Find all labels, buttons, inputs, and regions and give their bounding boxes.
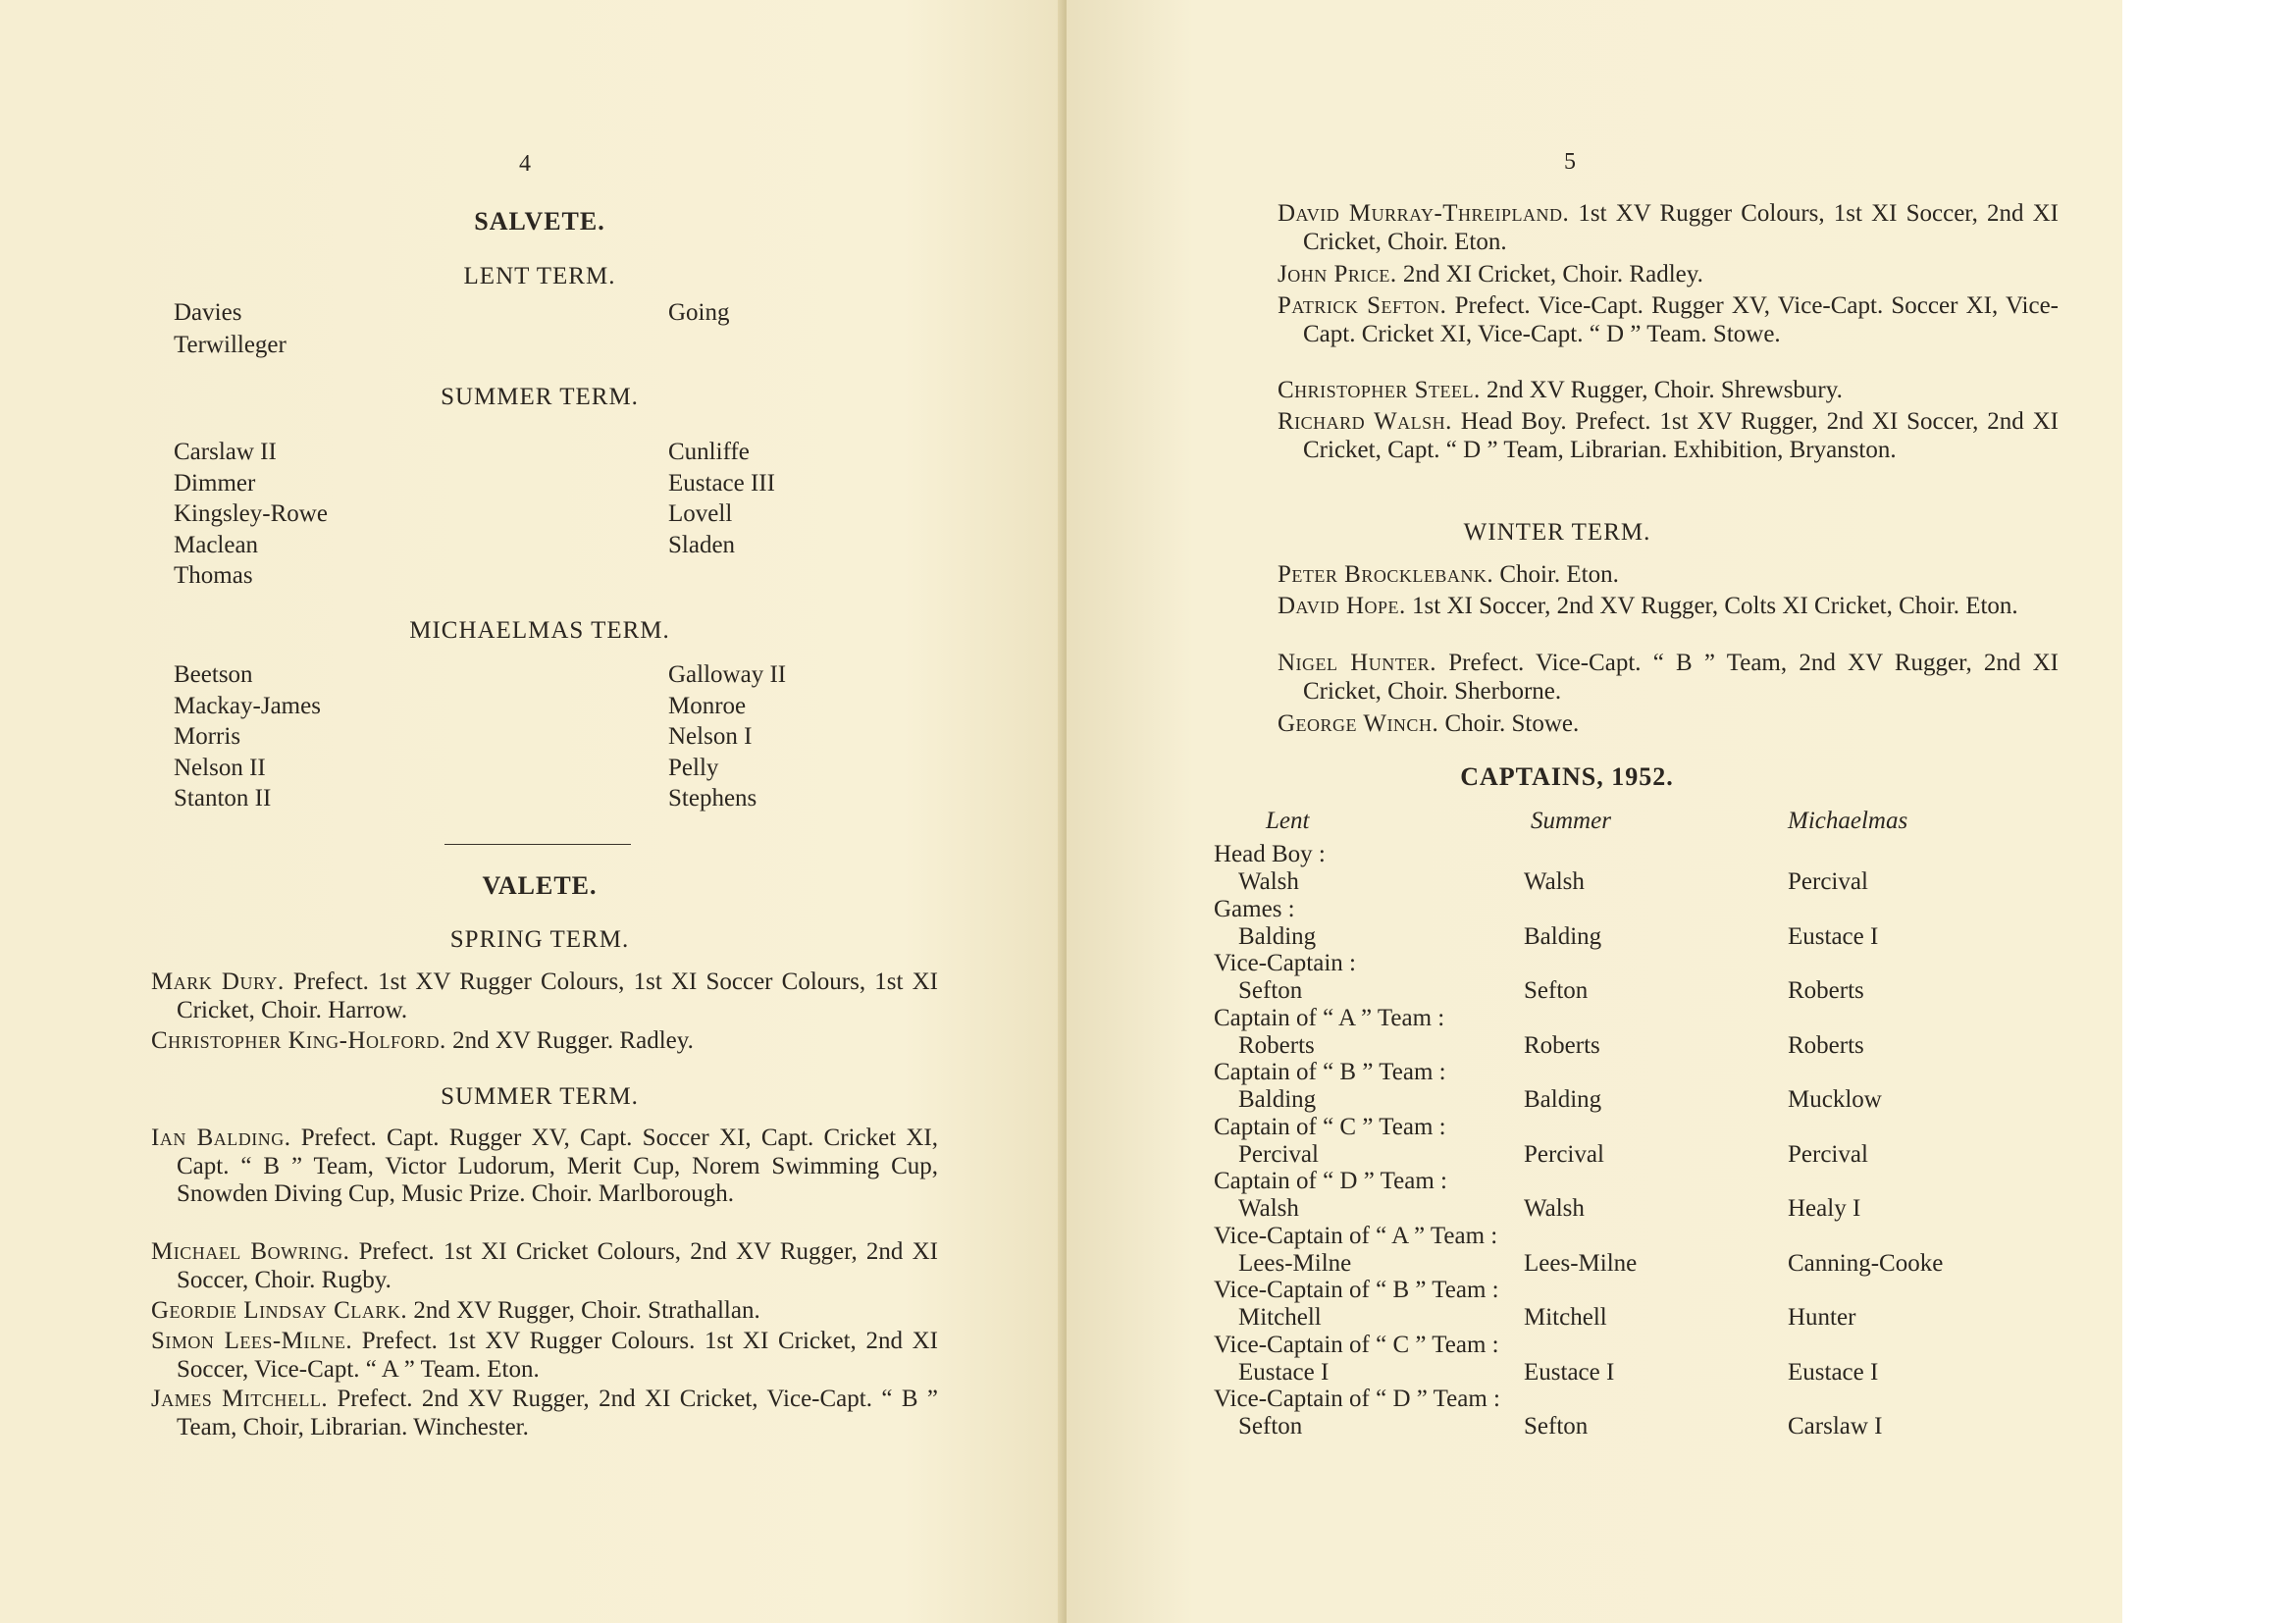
- salvete-lent-title: LENT TERM.: [463, 263, 616, 289]
- scan-margin: [2122, 0, 2296, 1623]
- leaver-entry: [151, 1027, 938, 1056]
- name-list-item: Stephens: [668, 785, 757, 812]
- column-header-michaelmas: Michaelmas: [1788, 808, 1908, 834]
- leaver-entry: [1278, 377, 2059, 405]
- captain-michaelmas: Eustace I: [1788, 922, 1879, 950]
- leaver-details: Choir. Stowe.: [1438, 710, 1580, 737]
- captain-michaelmas: Canning-Cooke: [1788, 1249, 1944, 1277]
- valete-summer-title: SUMMER TERM.: [441, 1083, 639, 1110]
- captain-role: Vice-Captain of “ B ” Team :: [1214, 1277, 1499, 1303]
- leaver-entry: [1278, 710, 2059, 739]
- leaver-entry: [151, 969, 938, 1024]
- leaver-name: David Hope.: [1278, 593, 1406, 619]
- leaver-details: Prefect. Capt. Rugger XV, Capt. Soccer XI, Capt. Cricket XI, Capt. “ B ” Team, Victor Ludorum, Merit Cup, Norem Swimming Cup, Snowden Diving Cup, Music Prize. Choir. Marlborough.: [177, 1125, 939, 1207]
- valete-spring-title: SPRING TERM.: [449, 926, 630, 953]
- captain-michaelmas: Roberts: [1788, 1031, 1864, 1059]
- salvete-michaelmas-title: MICHAELMAS TERM.: [409, 617, 670, 644]
- left-page: [0, 0, 1063, 1623]
- name-list-item: Morris: [174, 723, 241, 750]
- captain-summer: Balding: [1524, 1086, 1602, 1113]
- leaver-name: Mark Dury.: [151, 969, 285, 995]
- leaver-details: 1st XI Soccer, 2nd XV Rugger, Colts XI Cricket, Choir. Eton.: [1405, 593, 2018, 619]
- captain-role: Vice-Captain of “ D ” Team :: [1214, 1386, 1501, 1412]
- name-list-item: Sladen: [668, 531, 736, 558]
- captain-lent: Mitchell: [1238, 1304, 1322, 1331]
- page-number-right: 5: [1564, 149, 1576, 175]
- leaver-name: John Price.: [1278, 261, 1397, 288]
- leaver-name: Christopher Steel.: [1278, 377, 1481, 403]
- captain-role: Captain of “ B ” Team :: [1214, 1059, 1446, 1085]
- captain-role: Head Boy :: [1214, 841, 1326, 867]
- name-list-item: Pelly: [668, 754, 719, 781]
- leaver-entry: [1278, 561, 2059, 590]
- leaver-entry: [1278, 200, 2059, 256]
- leaver-details: 2nd XI Cricket, Choir. Radley.: [1396, 261, 1703, 288]
- captain-summer: Eustace I: [1524, 1358, 1615, 1386]
- name-list-item: Terwilleger: [174, 332, 287, 358]
- leaver-details: 2nd XV Rugger. Radley.: [445, 1027, 694, 1054]
- leaver-name: Christopher King-Holford.: [151, 1027, 446, 1054]
- captain-summer: Balding: [1524, 922, 1602, 950]
- name-list-item: Carslaw II: [174, 439, 277, 465]
- captain-michaelmas: Eustace I: [1788, 1358, 1879, 1386]
- captain-michaelmas: Percival: [1788, 1140, 1868, 1168]
- captain-summer: Lees-Milne: [1524, 1249, 1638, 1277]
- name-list-item: Galloway II: [668, 661, 787, 688]
- leaver-details: Head Boy. Prefect. 1st XV Rugger, 2nd XI Soccer, 2nd XI Cricket, Capt. “ D ” Team, Librarian. Exhibition, Bryanston.: [1303, 408, 2059, 463]
- name-list-item: Monroe: [668, 692, 747, 719]
- name-list-item: Mackay-James: [174, 692, 321, 719]
- name-list-item: Nelson II: [174, 754, 266, 781]
- captain-role: Vice-Captain of “ A ” Team :: [1214, 1222, 1498, 1249]
- leaver-details: Prefect. Vice-Capt. Rugger XV, Vice-Capt. Soccer XI, Vice-Capt. Cricket XI, Vice-Capt. “ D ” Team. Stowe.: [1303, 292, 2059, 347]
- winter-title: WINTER TERM.: [1463, 519, 1651, 546]
- leaver-name: Nigel Hunter.: [1278, 650, 1437, 676]
- leaver-details: Prefect. 2nd XV Rugger, 2nd XI Cricket, Vice-Capt. “ B ” Team, Choir, Librarian. Winchester.: [177, 1386, 938, 1440]
- captain-lent: Walsh: [1238, 1195, 1299, 1222]
- captain-lent: Percival: [1238, 1140, 1319, 1168]
- captain-summer: Sefton: [1524, 977, 1589, 1004]
- column-header-lent: Lent: [1266, 808, 1310, 834]
- leaver-name: Patrick Sefton.: [1278, 292, 1447, 319]
- leaver-entry: [151, 1238, 938, 1294]
- leaver-entry: [1278, 650, 2059, 706]
- section-divider: [444, 844, 631, 845]
- leaver-name: Geordie Lindsay Clark.: [151, 1297, 408, 1324]
- captain-summer: Walsh: [1524, 868, 1585, 895]
- captain-summer: Percival: [1524, 1140, 1604, 1168]
- leaver-name: Richard Walsh.: [1278, 408, 1452, 435]
- name-list-item: Going: [668, 299, 730, 326]
- captain-lent: Walsh: [1238, 868, 1299, 895]
- leaver-details: Prefect. 1st XV Rugger Colours. 1st XI Cricket, 2nd XI Soccer, Vice-Capt. “ A ” Team. Eton.: [177, 1328, 938, 1383]
- captain-lent: Balding: [1238, 922, 1317, 950]
- captain-lent: Roberts: [1238, 1031, 1315, 1059]
- captain-lent: Sefton: [1238, 1413, 1303, 1440]
- captain-summer: Sefton: [1524, 1413, 1589, 1440]
- leaver-entry: [1278, 261, 2059, 289]
- leaver-details: Prefect. 1st XI Cricket Colours, 2nd XV Rugger, 2nd XI Soccer, Choir. Rugby.: [177, 1238, 939, 1293]
- name-list-item: Eustace III: [668, 469, 775, 497]
- captain-michaelmas: Carslaw I: [1788, 1413, 1883, 1440]
- leaver-entry: [1278, 408, 2059, 464]
- leaver-name: David Murray-Threipland.: [1278, 200, 1570, 227]
- name-list-item: Cunliffe: [668, 439, 750, 465]
- leaver-entry: [151, 1386, 938, 1441]
- name-list-item: Kingsley-Rowe: [174, 500, 328, 527]
- leaver-name: Simon Lees-Milne.: [151, 1328, 353, 1354]
- captain-role: Captain of “ C ” Team :: [1214, 1113, 1446, 1140]
- leaver-details: Prefect. 1st XV Rugger Colours, 1st XI Soccer Colours, 1st XI Cricket, Choir. Harrow.: [177, 969, 938, 1023]
- name-list-item: Nelson I: [668, 723, 753, 750]
- name-list-item: Lovell: [668, 500, 733, 527]
- leaver-entry: [151, 1328, 938, 1384]
- name-list-item: Davies: [174, 299, 242, 326]
- captain-summer: Roberts: [1524, 1031, 1600, 1059]
- captain-lent: Eustace I: [1238, 1358, 1330, 1386]
- captain-lent: Lees-Milne: [1238, 1249, 1352, 1277]
- captain-role: Captain of “ A ” Team :: [1214, 1004, 1445, 1031]
- leaver-name: James Mitchell.: [151, 1386, 329, 1412]
- captain-role: Vice-Captain :: [1214, 950, 1356, 976]
- name-list-item: Stanton II: [174, 785, 272, 812]
- column-header-summer: Summer: [1531, 808, 1611, 834]
- leaver-entry: [151, 1297, 938, 1326]
- leaver-name: Peter Brocklebank.: [1278, 561, 1494, 588]
- captain-summer: Walsh: [1524, 1195, 1585, 1222]
- leaver-details: Prefect. Vice-Capt. “ B ” Team, 2nd XV Rugger, 2nd XI Cricket, Choir. Sherborne.: [1303, 650, 2060, 705]
- name-list-item: Thomas: [174, 562, 253, 589]
- captain-role: Captain of “ D ” Team :: [1214, 1168, 1447, 1194]
- captain-role: Vice-Captain of “ C ” Team :: [1214, 1331, 1499, 1358]
- salvete-heading: SALVETE.: [474, 207, 605, 236]
- name-list-item: Maclean: [174, 531, 259, 558]
- leaver-entry: [151, 1125, 938, 1209]
- captain-michaelmas: Healy I: [1788, 1195, 1861, 1222]
- valete-heading: VALETE.: [482, 871, 598, 900]
- captain-role: Games :: [1214, 895, 1295, 922]
- leaver-details: 2nd XV Rugger, Choir. Strathallan.: [407, 1297, 760, 1324]
- leaver-entry: [1278, 292, 2059, 348]
- leaver-name: Michael Bowring.: [151, 1238, 350, 1265]
- leaver-details: 1st XV Rugger Colours, 1st XI Soccer, 2nd XI Cricket, Choir. Eton.: [1303, 200, 2060, 255]
- captain-michaelmas: Hunter: [1788, 1304, 1856, 1331]
- salvete-summer-title: SUMMER TERM.: [441, 384, 639, 410]
- captain-summer: Mitchell: [1524, 1304, 1607, 1331]
- captain-michaelmas: Roberts: [1788, 977, 1864, 1004]
- captain-lent: Balding: [1238, 1086, 1317, 1113]
- captain-michaelmas: Mucklow: [1788, 1086, 1882, 1113]
- leaver-entry: [1278, 593, 2059, 621]
- leaver-name: Ian Balding.: [151, 1125, 291, 1151]
- page-number-left: 4: [519, 151, 531, 177]
- name-list-item: Dimmer: [174, 469, 256, 497]
- leaver-details: Choir. Eton.: [1493, 561, 1619, 588]
- right-page: [1067, 0, 2122, 1623]
- leaver-name: George Winch.: [1278, 710, 1439, 737]
- leaver-details: 2nd XV Rugger, Choir. Shrewsbury.: [1480, 377, 1843, 403]
- name-list-item: Beetson: [174, 661, 253, 688]
- captain-michaelmas: Percival: [1788, 868, 1868, 895]
- captains-heading: CAPTAINS, 1952.: [1460, 762, 1674, 791]
- captain-lent: Sefton: [1238, 977, 1303, 1004]
